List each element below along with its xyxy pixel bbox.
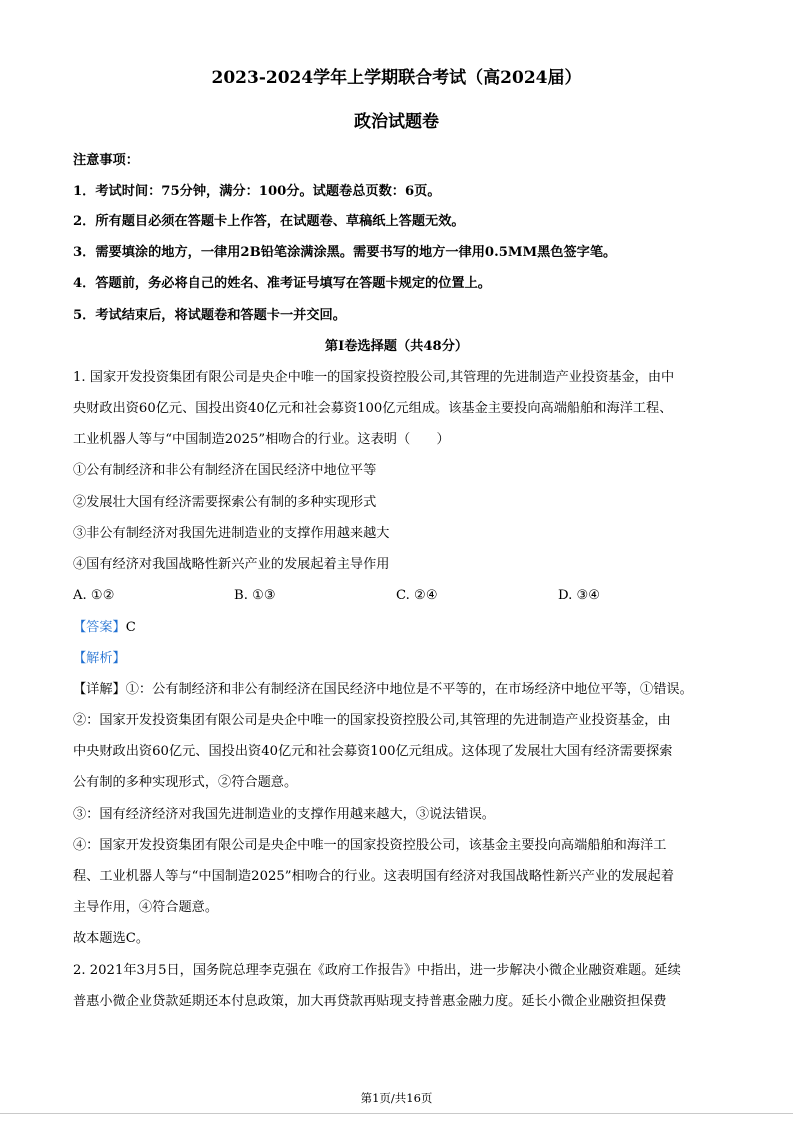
q1-detail-line: 中央财政出资60亿元、国投出资40亿元和社会募资100亿元组成。这体现了发展壮大国有经济需要探索 <box>73 744 673 759</box>
q2-stem-line: 2. 2021年3月5日，国务院总理李克强在《政府工作报告》中指出，进一步解决小微企业融资难题。延续 <box>73 963 681 978</box>
exam-title: 2023-2024学年上学期联合考试（高2024届） <box>211 68 582 88</box>
q1-statement: ④国有经济对我国战略性新兴产业的发展起着主导作用 <box>73 557 390 572</box>
analysis-tag: 【解析】 <box>73 651 126 666</box>
note-item: 4．答题前，务必将自己的姓名、准考证号填写在答题卡规定的位置上。 <box>73 276 491 291</box>
answer-tag: 【答案】 <box>73 620 126 635</box>
q1-statement: ②发展壮大国有经济需要探索公有制的多种实现形式 <box>73 495 377 510</box>
q1-detail-line: ②：国家开发投资集团有限公司是央企中唯一的国家投资控股公司,其管理的先进制造产业投资基金，由 <box>73 713 671 728</box>
q1-detail-line: 公有制的多种实现形式，②符合题意。 <box>73 775 298 790</box>
notes-heading: 注意事项： <box>73 153 139 168</box>
q1-stem-line: 工业机器人等与“中国制造2025”相吻合的行业。这表明（ ） <box>73 432 450 447</box>
q1-detail-line: 【详解】①：公有制经济和非公有制经济在国民经济中地位是不平等的，在市场经济中地位平等，①错误。 <box>73 682 693 697</box>
q1-option-b: B. ①③ <box>234 588 276 603</box>
q1-stem-line: 央财政出资60亿元、国投出资40亿元和社会募资100亿元组成。该基金主要投向高端船舶和海洋工程、 <box>73 401 673 416</box>
q2-stem-line: 普惠小微企业贷款延期还本付息政策，加大再贷款再贴现支持普惠金融力度。延长小微企业融资担保费 <box>73 994 667 1009</box>
q1-detail-line: 主导作用，④符合题意。 <box>73 900 219 915</box>
q1-analysis-heading <box>73 650 126 668</box>
note-item: 2．所有题目必须在答题卡上作答，在试题卷、草稿纸上答题无效。 <box>73 214 465 229</box>
exam-subject: 政治试题卷 <box>354 112 439 132</box>
q1-option-d: D. ③④ <box>558 588 601 603</box>
answer-value: C <box>125 620 136 635</box>
note-item: 3．需要填涂的地方，一律用2B铅笔涂满涂黑。需要书写的地方一律用0.5MM黑色签字笔。 <box>73 245 617 260</box>
q1-statement: ①公有制经济和非公有制经济在国民经济中地位平等 <box>73 463 377 478</box>
q1-answer <box>73 619 136 637</box>
q1-detail-line: ④：国家开发投资集团有限公司是央企中唯一的国家投资控股公司，该基金主要投向高端船舶和海洋工 <box>73 838 667 853</box>
page-number: 第1页/共16页 <box>360 1091 433 1105</box>
q1-detail-line: 故本题选C。 <box>73 931 150 946</box>
bottom-divider <box>0 1113 793 1114</box>
q1-option-c: C. ②④ <box>396 588 438 603</box>
q1-detail-line: ③：国有经济经济对我国先进制造业的支撑作用越来越大，③说法错误。 <box>73 807 495 822</box>
note-item: 5．考试结束后，将试题卷和答题卡一并交回。 <box>73 308 346 323</box>
note-item: 1．考试时间：75分钟，满分：100分。试题卷总页数：6页。 <box>73 184 441 199</box>
q1-stem-line: 1. 国家开发投资集团有限公司是央企中唯一的国家投资控股公司,其管理的先进制造产业投资基金，由中 <box>73 370 675 385</box>
q1-detail-line: 程、工业机器人等与“中国制造2025”相吻合的行业。这表明国有经济对我国战略性新兴产业的发展起着 <box>73 869 674 884</box>
q1-option-a: A. ①② <box>73 588 115 603</box>
q1-statement: ③非公有制经济对我国先进制造业的支撑作用越来越大 <box>73 526 390 541</box>
section-title: 第Ⅰ卷选择题（共48分） <box>324 339 469 354</box>
